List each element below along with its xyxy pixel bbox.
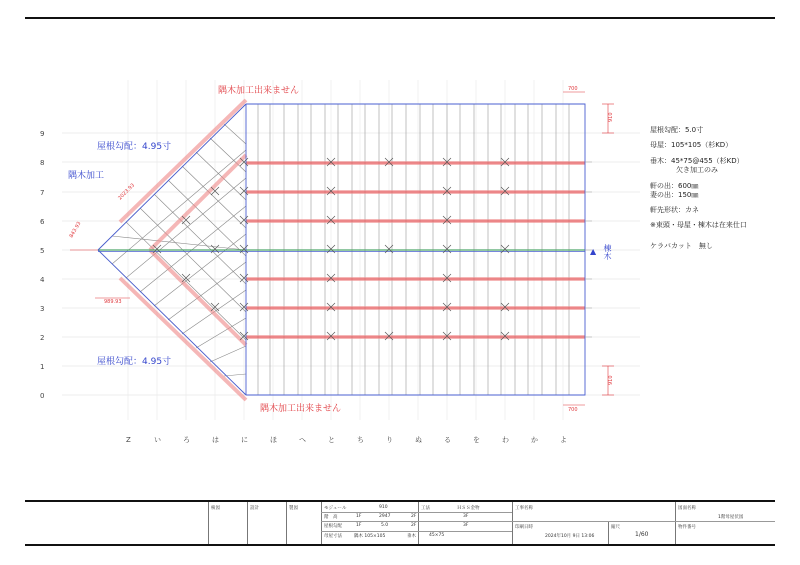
warning-top: 隅木加工出来ません	[218, 86, 300, 96]
tb-draw: 製図	[289, 506, 298, 511]
warning-bottom: 隅木加工出来ません	[260, 404, 342, 414]
note-eave-shape: 軒先形状：カネ	[650, 206, 699, 214]
tb-pitch-floor: 1F	[356, 523, 362, 528]
tb-floor1: 1F	[356, 514, 362, 519]
row-label: 5	[40, 247, 45, 255]
row-label: 6	[40, 218, 45, 226]
tb-drawing-name: 1階母屋伏図	[718, 515, 744, 520]
tb-size-label: 母屋寸法	[324, 534, 342, 539]
title-block	[25, 500, 775, 546]
tb-size-value: 隅木 105×105	[354, 534, 386, 539]
tb-pitch-label: 屋根勾配	[324, 524, 342, 529]
hip-rafter-label: 隅木加工	[68, 171, 105, 181]
tb-method-value: ＨＳＳ金物	[457, 506, 480, 511]
tb-project-label: 工事名称	[515, 506, 533, 511]
col-label: に	[241, 436, 248, 444]
tb-print-date: 2024年10月 9日 13:06	[545, 534, 595, 539]
col-label: は	[212, 436, 219, 444]
col-label: ほ	[270, 436, 277, 444]
column-labels	[126, 436, 567, 444]
row-label: 3	[40, 305, 45, 313]
dim-left-c: 843.93	[68, 220, 83, 239]
ridge-arrow: ▲	[590, 247, 597, 256]
note-eave: 軒の出：600㎜	[650, 182, 699, 190]
tb-floor3: 3F	[463, 514, 469, 519]
ridge-label: 棟木	[603, 244, 612, 260]
tb-drawing-label: 図面名称	[678, 506, 696, 511]
note-pitch: 屋根勾配：5.0寸	[650, 126, 704, 134]
roof-pitch-lower: 屋根勾配：4.95寸	[97, 357, 172, 367]
tb-pitch-3f: 3F	[463, 523, 469, 528]
dim-bottom-910: 910	[608, 375, 614, 385]
col-label: よ	[560, 436, 567, 444]
tb-scale-label: 縮尺	[611, 525, 620, 530]
note-kerabacut: ケラバカット 無し	[650, 242, 713, 250]
dim-top-910: 910	[608, 112, 614, 122]
col-label: ぬ	[415, 436, 422, 444]
row-label: 9	[40, 130, 45, 138]
tb-scale-value: 1/60	[635, 531, 649, 538]
row-label: 2	[40, 334, 45, 342]
roof-pitch-upper: 屋根勾配：4.95寸	[97, 142, 172, 152]
note-rafter-sub: 欠き加工のみ	[676, 166, 718, 174]
tb-print-label: 印刷日時	[515, 525, 533, 530]
tb-pitch-2f: 2F	[411, 523, 417, 528]
tb-design: 設計	[250, 506, 259, 511]
col-label: へ	[299, 436, 306, 444]
col-label: ち	[357, 436, 364, 444]
note-purlin: 母屋：105*105（杉KD）	[650, 141, 733, 149]
tb-rafter-value: 45×75	[429, 533, 445, 538]
row-label: 8	[40, 159, 45, 167]
col-label: る	[444, 436, 451, 444]
tb-method-label: 工法	[421, 506, 430, 511]
tb-number-label: 物件番号	[678, 525, 696, 530]
dim-top-700: 700	[568, 86, 578, 92]
note-gable: 妻の出：150㎜	[650, 191, 699, 199]
tb-rafter-label: 垂木	[407, 534, 416, 539]
row-label: 7	[40, 189, 45, 197]
dim-left-b: 989.93	[104, 299, 122, 305]
col-label: り	[386, 436, 393, 444]
row-label: 1	[40, 363, 45, 371]
row-label: 0	[40, 392, 45, 400]
col-label: を	[473, 436, 480, 444]
row-numbers	[40, 130, 45, 400]
col-label: い	[154, 436, 161, 444]
dim-left-a: 2023.93	[117, 182, 137, 202]
row-label: 4	[40, 276, 45, 284]
tb-inspect: 検図	[211, 506, 220, 511]
col-label: わ	[502, 436, 509, 444]
note-purlin-joint: ※束頭・母屋・棟木は在来仕口	[650, 221, 747, 229]
tb-floor1-value: 2947	[379, 514, 391, 519]
col-label: ろ	[183, 436, 190, 444]
tb-module-value: 910	[379, 505, 388, 510]
tb-floor-label: 階 高	[324, 515, 338, 520]
col-label: か	[531, 436, 538, 444]
dim-bottom-700: 700	[568, 407, 578, 413]
col-label: と	[328, 436, 335, 444]
tb-floor2: 2F	[411, 514, 417, 519]
col-label: Z	[126, 436, 131, 444]
note-rafter: 垂木：45*75@455（杉KD）	[650, 157, 744, 165]
tb-pitch-value: 5.0	[381, 523, 389, 528]
tb-module-label: モジュール	[324, 506, 347, 511]
